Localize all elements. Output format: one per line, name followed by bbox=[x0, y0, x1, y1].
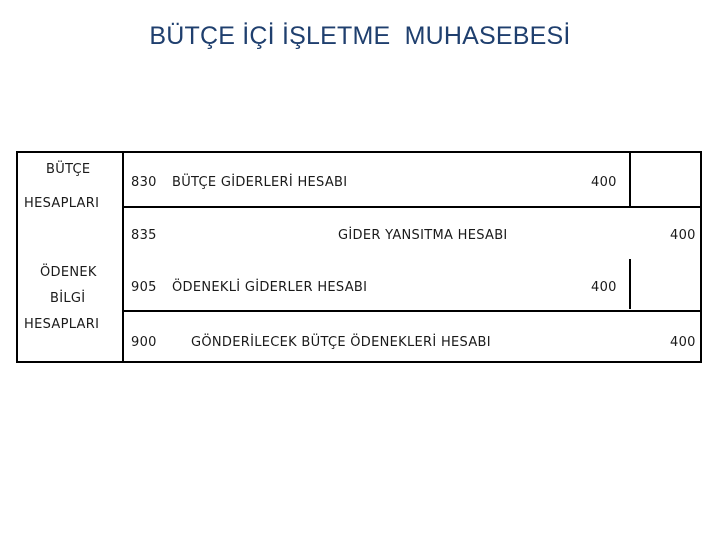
account-code: 830 bbox=[131, 175, 157, 190]
group-label-line: ÖDENEK bbox=[40, 265, 97, 280]
debit-amount: 400 bbox=[591, 280, 617, 295]
group-column-border bbox=[122, 153, 124, 361]
account-name: BÜTÇE GİDERLERİ HESABI bbox=[172, 175, 348, 190]
account-name: GÖNDERİLECEK BÜTÇE ÖDENEKLERİ HESABI bbox=[191, 335, 491, 350]
debit-amount: 400 bbox=[591, 175, 617, 190]
group-label-line: BİLGİ bbox=[50, 291, 86, 306]
account-table bbox=[16, 151, 702, 363]
account-code: 900 bbox=[131, 335, 157, 350]
page-title: BÜTÇE İÇİ İŞLETME MUHASEBESİ bbox=[149, 22, 571, 50]
credit-amount: 400 bbox=[670, 335, 696, 350]
account-name: ÖDENEKLİ GİDERLER HESABI bbox=[172, 280, 368, 295]
group-label-line: HESAPLARI bbox=[24, 196, 100, 211]
account-code: 905 bbox=[131, 280, 157, 295]
row-border bbox=[122, 206, 702, 208]
account-name: GİDER YANSITMA HESABI bbox=[338, 228, 508, 243]
debit-column-border bbox=[629, 153, 631, 207]
credit-amount: 400 bbox=[670, 228, 696, 243]
account-code: 835 bbox=[131, 228, 157, 243]
row-border bbox=[122, 310, 702, 312]
debit-column-border bbox=[629, 259, 631, 309]
group-label-line: BÜTÇE bbox=[46, 162, 91, 177]
group-label-line: HESAPLARI bbox=[24, 317, 100, 332]
